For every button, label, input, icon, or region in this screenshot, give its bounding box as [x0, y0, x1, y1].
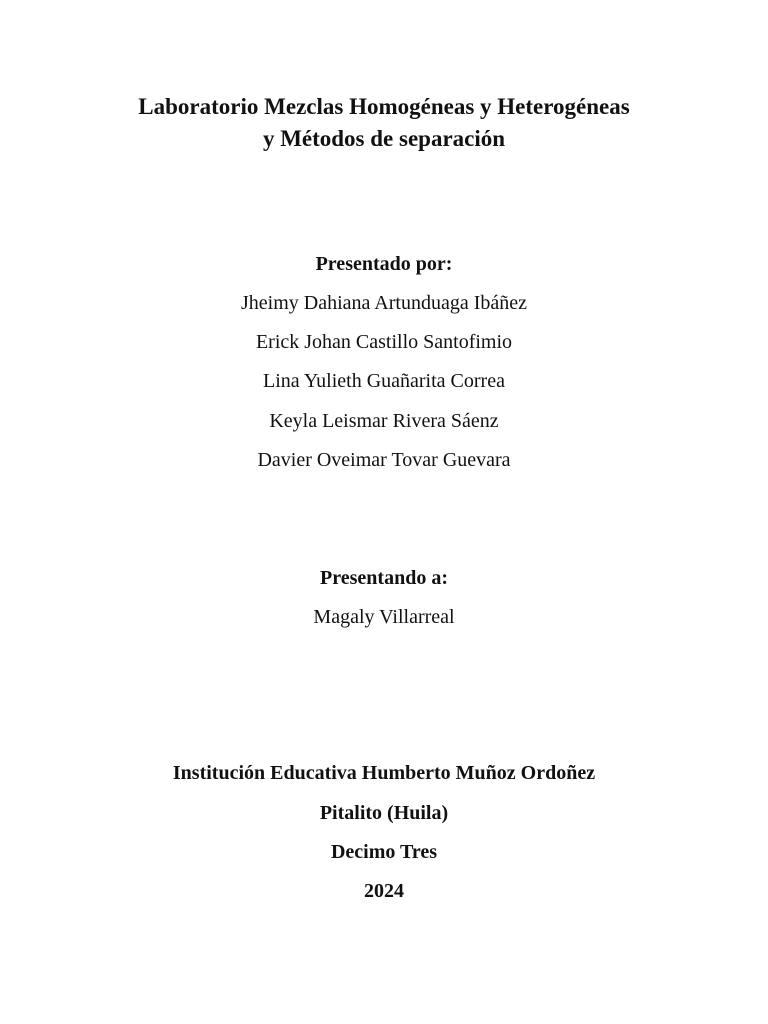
author-name: Davier Oveimar Tovar Guevara: [257, 449, 511, 471]
presented-by-heading: Presentado por:: [315, 253, 453, 275]
teacher-name: Magaly Villarreal: [313, 606, 455, 628]
location: Pitalito (Huila): [319, 802, 449, 824]
author-name: Lina Yulieth Guañarita Correa: [263, 370, 505, 392]
grade: Decimo Tres: [330, 841, 438, 863]
author-name: Jheimy Dahiana Artunduaga Ibáñez: [240, 292, 527, 314]
author-name: Erick Johan Castillo Santofimio: [255, 331, 513, 353]
institution-name: Institución Educativa Humberto Muñoz Ordoñez: [172, 762, 596, 784]
author-name: Keyla Leismar Rivera Sáenz: [269, 410, 499, 432]
year: 2024: [364, 880, 404, 902]
presented-to-heading: Presentando a:: [320, 567, 448, 589]
document-title-line-2: y Métodos de separación: [262, 126, 506, 151]
document-title-line-1: Laboratorio Mezclas Homogéneas y Heterogéneas: [138, 94, 630, 119]
